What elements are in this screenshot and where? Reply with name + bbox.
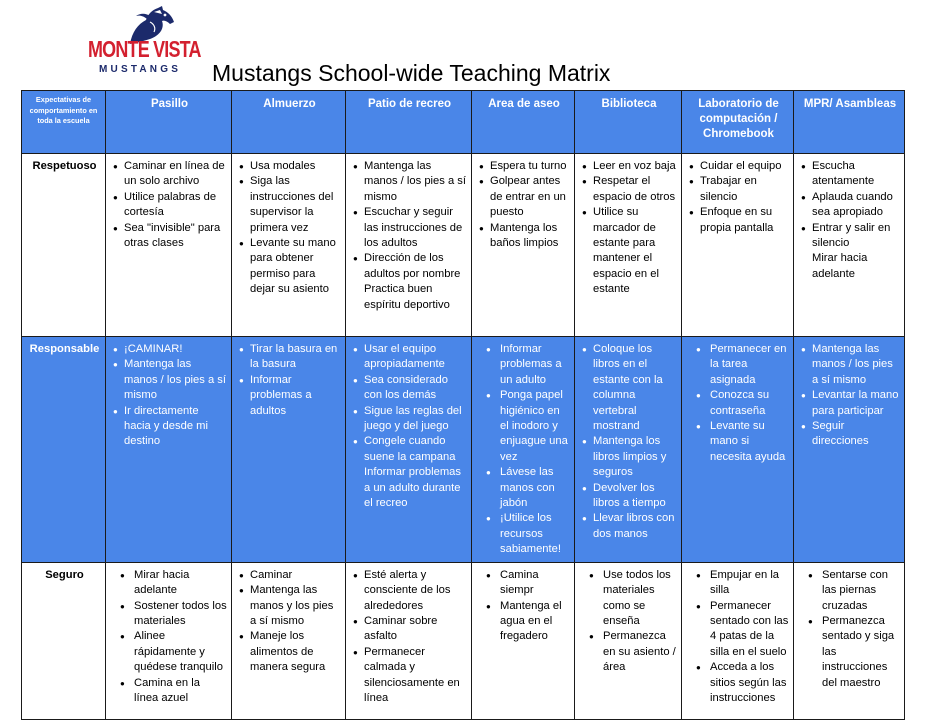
list-item: ● Sea "invisible" para otras clases [124,221,227,252]
list-item: ● Usa modales [250,159,341,174]
list-item: ● Congele cuando suene la campana [364,434,467,465]
list-item: ● Permanecer sentado con las 4 patas de la silla en el suelo [710,599,789,661]
list-item: ● Mantenga el agua en el fregadero [500,599,570,645]
list-item: ● Mantenga los libros limpios y seguros [593,434,677,480]
list-item: ● Cuidar el equipo [700,159,789,174]
list-item: ● Mantenga las manos / los pies a sí mismo [812,342,900,388]
matrix-cell [472,337,575,563]
matrix-cell [575,154,682,337]
list-item: ● Aplauda cuando sea apropiado [812,190,900,221]
matrix-cell [682,337,794,563]
list-item: ● Espera tu turno [490,159,570,174]
row-label: Seguro [22,562,106,719]
list-item: ● Lávese las manos con jabón [500,465,570,511]
list-item: ● Usar el equipo apropiadamente [364,342,467,373]
matrix-cell [575,337,682,563]
list-item: ● ¡Utilice los recursos sabiamente! [500,511,570,557]
matrix-cell [794,562,905,719]
list-item: ● Esté alerta y consciente de los alrededores [364,568,467,614]
list-item: Mirar hacia adelante [812,252,868,280]
header-expectations: Expectativas de comportamiento en toda la escuela [22,91,106,154]
list-item: ● Permanecer en la tarea asignada [710,342,789,388]
list-item: ● Seguir direcciones [812,419,900,450]
header-laboratorio: Laboratorio de computación / Chromebook [682,91,794,154]
matrix-cell [232,562,346,719]
list-item: ● Llevar libros con dos manos [593,511,677,542]
list-item: ● Trabajar en silencio [700,174,789,205]
list-item: ● Sentarse con las piernas cruzadas [822,568,900,614]
list-item: ● Golpear antes de entrar en un puesto [490,174,570,220]
header-patio: Patio de recreo [346,91,472,154]
matrix-cell [682,154,794,337]
matrix-cell [575,562,682,719]
table-row-respetuoso [22,154,905,337]
matrix-cell [794,337,905,563]
list-item: ● Levante su mano para obtener permiso para dejar su asiento [250,236,341,298]
list-item: ● Respetar el espacio de otros [593,174,677,205]
list-item: ● Mantenga las manos / los pies a sí mismo [124,357,227,403]
list-item: ● Siga las instrucciones del supervisor la primera vez [250,174,341,236]
school-logo [88,6,208,78]
list-item: ● Mantenga los baños limpios [490,221,570,252]
list-item: ● Mantenga las manos / los pies a sí mismo [364,159,467,205]
list-item: ● Entrar y salir en silencio [812,221,900,252]
list-item: ● Informar problemas a adultos [250,373,341,419]
matrix-cell [106,154,232,337]
header-biblioteca: Biblioteca [575,91,682,154]
table-row-seguro [22,562,905,719]
matrix-cell [794,154,905,337]
list-item: ● Permanezca sentado y siga las instrucciones del maestro [822,614,900,691]
header-pasillo: Pasillo [106,91,232,154]
list-item: ● Utilice palabras de cortesía [124,190,227,221]
header-aseo: Area de aseo [472,91,575,154]
list-item: ● Sostener todos los materiales [134,599,227,630]
list-item: ● Leer en voz baja [593,159,677,174]
list-item: ● Sigue las reglas del juego y del juego [364,404,467,435]
list-item: ● Ir directamente hacia y desde mi destino [124,404,227,450]
list-item: ● Maneje los alimentos de manera segura [250,629,341,675]
header-almuerzo: Almuerzo [232,91,346,154]
list-item: ● Levantar la mano para participar [812,388,900,419]
list-item: ● Sea considerado con los demás [364,373,467,404]
list-item: ● Caminar [250,568,341,583]
list-item: ● Permanecer calmada y silenciosamente en línea [364,645,467,707]
list-item: ● Mirar hacia adelante [134,568,227,599]
matrix-cell [106,337,232,563]
list-item: ● Escuchar y seguir las instrucciones de los adultos [364,205,467,251]
matrix-cell [232,154,346,337]
list-item: ● Devolver los libros a tiempo [593,481,677,512]
list-item: ● Caminar en línea de un solo archivo [124,159,227,190]
list-item: ● Conozca su contraseña [710,388,789,419]
list-item: ● Mantenga las manos y los pies a sí mismo [250,583,341,629]
list-item: ● Dirección de los adultos por nombre Practica buen espíritu deportivo [364,251,467,313]
list-item: ● Use todos los materiales como se enseña [603,568,677,630]
table-row-responsable [22,337,905,563]
header-row [22,91,905,154]
list-item: ● Caminar sobre asfalto [364,614,467,645]
matrix-cell [346,337,472,563]
list-item: Informar problemas a un adulto durante el recreo [364,466,461,510]
list-item: ● ¡CAMINAR! [124,342,227,357]
header-mpr: MPR/ Asambleas [794,91,905,154]
row-label: Responsable [22,337,106,563]
list-item: ● Alinee rápidamente y quédese tranquilo [134,629,227,675]
matrix-cell [472,154,575,337]
page-title: Mustangs School-wide Teaching Matrix [212,60,611,86]
matrix-cell [682,562,794,719]
list-item: ● Enfoque en su propia pantalla [700,205,789,236]
list-item: ● Empujar en la silla [710,568,789,599]
list-item: ● Escucha atentamente [812,159,900,190]
list-item: ● Tirar la basura en la basura [250,342,341,373]
matrix-cell [472,562,575,719]
list-item: ● Camina siempr [500,568,570,599]
teaching-matrix-table [21,90,905,720]
list-item: ● Levante su mano si necesita ayuda [710,419,789,465]
list-item: ● Permanezca en su asiento / área [603,629,677,675]
list-item: ● Coloque los libros en el estante con la columna vertebral mostrand [593,342,677,434]
logo-mascot-name: MUSTANGS [99,64,182,75]
list-item: ● Ponga papel higiénico en el inodoro y enjuague una vez [500,388,570,465]
matrix-cell [232,337,346,563]
list-item: ● Utilice su marcador de estante para mantener el espacio en el estante [593,205,677,297]
logo-school-name: MONTE VISTA [88,36,201,62]
matrix-cell [106,562,232,719]
list-item: ● Acceda a los sitios según las instrucciones [710,660,789,706]
list-item: ● Informar problemas a un adulto [500,342,570,388]
list-item: ● Camina en la línea azuel [134,676,227,707]
matrix-cell [346,562,472,719]
matrix-cell [346,154,472,337]
row-label: Respetuoso [22,154,106,337]
